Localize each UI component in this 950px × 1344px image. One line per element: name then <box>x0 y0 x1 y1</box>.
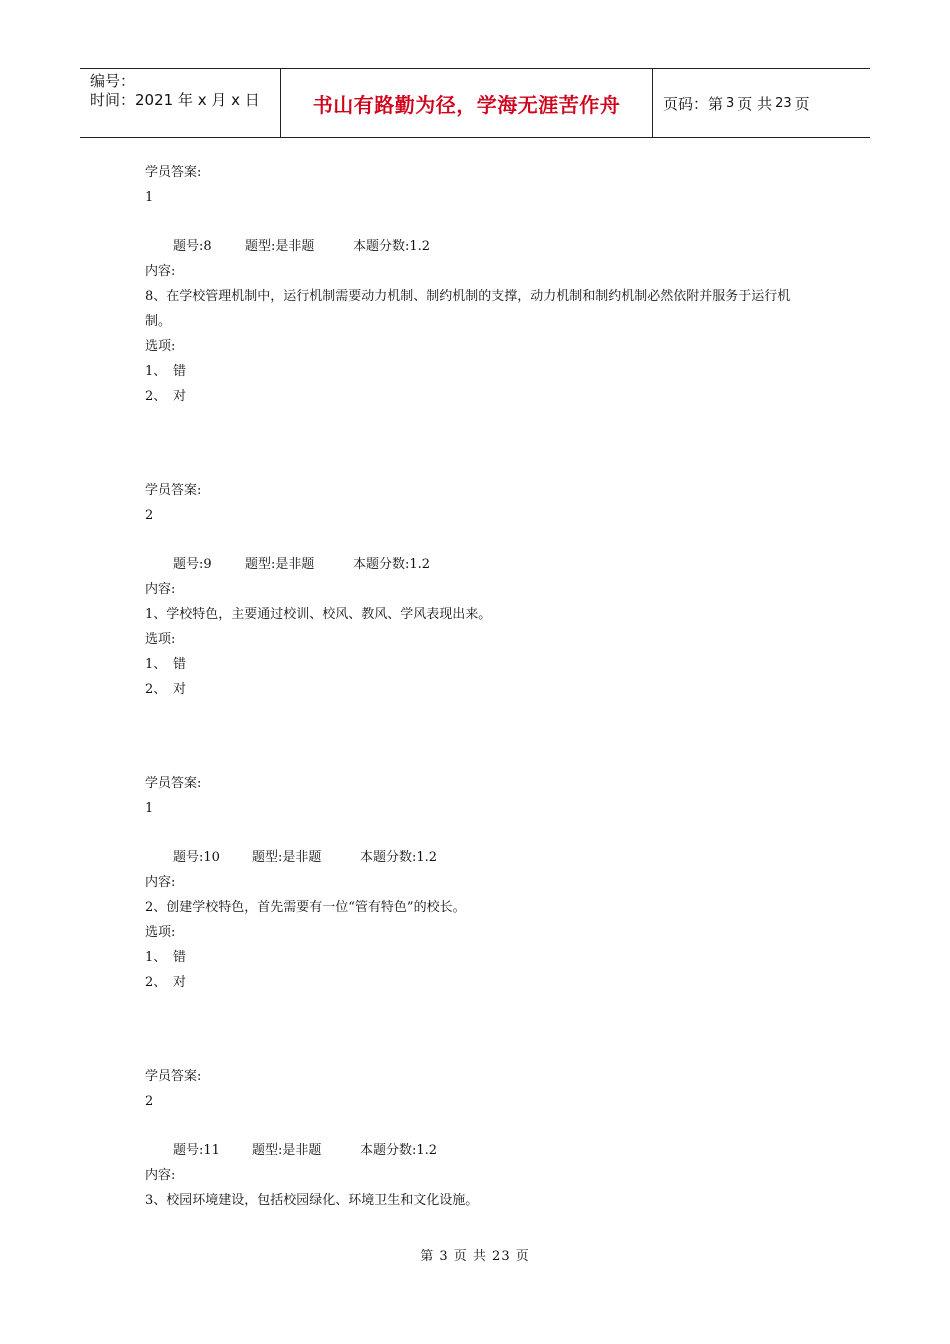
answer-block <box>145 160 825 210</box>
option-item: 2、 对 <box>145 389 187 404</box>
content-label: 内容: <box>145 582 176 597</box>
answer-label: 学员答案: <box>145 165 202 180</box>
options-label: 选项: <box>145 632 176 647</box>
question-block <box>145 552 825 821</box>
question-score: 本题分数:1.2 <box>360 850 438 865</box>
question-header <box>145 234 825 259</box>
header-page-info <box>653 69 870 137</box>
option-item: 1、 错 <box>145 950 187 965</box>
question-number: 题号:11 <box>173 1143 220 1158</box>
option-item: 2、 对 <box>145 975 187 990</box>
question-content: 2、创建学校特色，首先需要有一位“管有特色”的校长。 <box>145 900 466 915</box>
question-type: 题型:是非题 <box>245 239 315 254</box>
number-label: 编号： <box>90 72 136 90</box>
content-label: 内容: <box>145 1168 176 1183</box>
option-item: 1、 错 <box>145 657 187 672</box>
question-score: 本题分数:1.2 <box>353 239 431 254</box>
options-label: 选项: <box>145 339 176 354</box>
answer-label: 学员答案: <box>145 776 202 791</box>
header-motto: 书山有路勤为径，学海无涯苦作舟 <box>281 69 653 137</box>
document-body <box>145 160 825 1213</box>
answer-label: 学员答案: <box>145 483 202 498</box>
page-mid: 页 共 <box>737 94 773 113</box>
header-meta <box>80 69 281 137</box>
page-total: 23 <box>775 95 792 111</box>
answer-value: 1 <box>145 190 154 205</box>
question-block <box>145 234 825 528</box>
page-current: 3 <box>726 95 735 111</box>
content-label: 内容: <box>145 264 176 279</box>
content-label: 内容: <box>145 875 176 890</box>
page-suffix: 页 <box>794 94 810 113</box>
time-label: 时间：2021 年 x 月 x 日 <box>90 91 260 109</box>
answer-value: 1 <box>145 801 154 816</box>
question-score: 本题分数:1.2 <box>360 1143 438 1158</box>
options-label: 选项: <box>145 925 176 940</box>
page-footer: 第 3 页 共 23 页 <box>420 1249 530 1264</box>
answer-value: 2 <box>145 508 154 523</box>
question-header <box>145 845 825 870</box>
question-content: 3、校园环境建设，包括校园绿化、环境卫生和文化设施。 <box>145 1193 479 1208</box>
answer-value: 2 <box>145 1094 154 1109</box>
question-type: 题型:是非题 <box>252 1143 322 1158</box>
option-item: 2、 对 <box>145 682 187 697</box>
question-score: 本题分数:1.2 <box>353 557 431 572</box>
question-type: 题型:是非题 <box>245 557 315 572</box>
answer-label: 学员答案: <box>145 1069 202 1084</box>
question-block <box>145 845 825 1114</box>
question-number: 题号:9 <box>173 557 212 572</box>
question-content: 8、在学校管理机制中，运行机制需要动力机制、制约机制的支撑，动力机制和制约机制必然依附并服务于运行机制。 <box>145 289 791 329</box>
page-header <box>80 68 870 138</box>
page-prefix: 页码：第 <box>663 94 724 113</box>
question-header <box>145 552 825 577</box>
question-number: 题号:10 <box>173 850 220 865</box>
question-block <box>145 1138 825 1213</box>
question-type: 题型:是非题 <box>252 850 322 865</box>
question-header <box>145 1138 825 1163</box>
question-number: 题号:8 <box>173 239 212 254</box>
option-item: 1、 错 <box>145 364 187 379</box>
question-content: 1、学校特色，主要通过校训、校风、教风、学风表现出来。 <box>145 607 492 622</box>
